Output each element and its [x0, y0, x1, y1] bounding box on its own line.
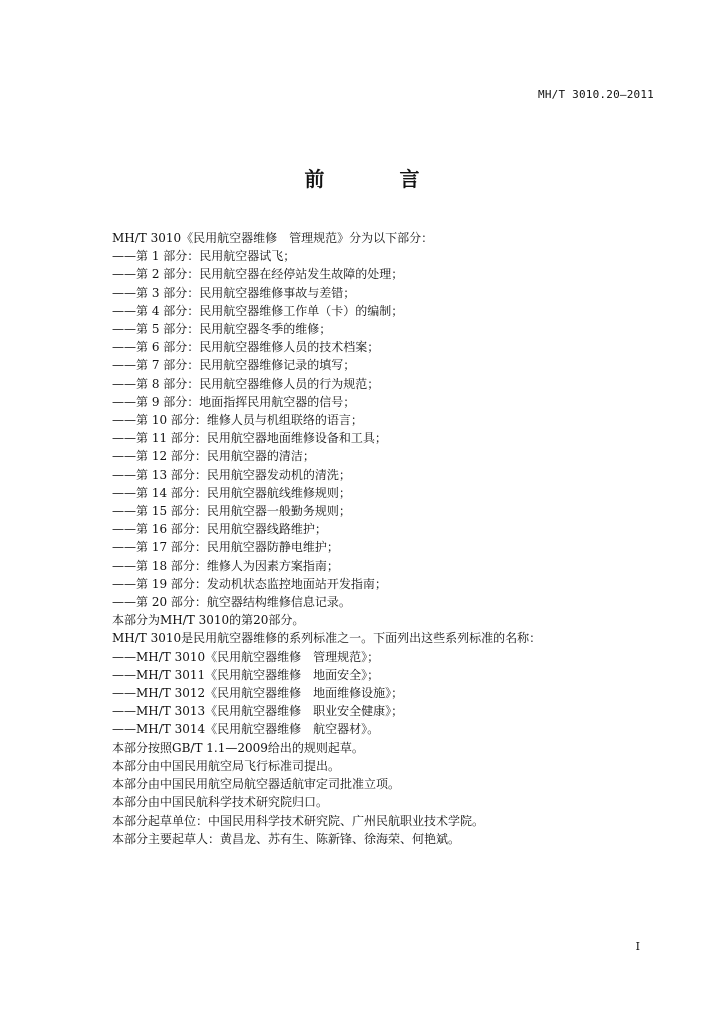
- text-line: ——MH/T 3013《民用航空器维修 职业安全健康》；: [112, 704, 404, 719]
- text-line: ——第 20 部分：航空器结构维修信息记录。: [112, 595, 351, 610]
- text-line: ——第 17 部分：民用航空器防静电维护；: [112, 540, 339, 555]
- text-line: 本部分由中国民用航空局航空器适航审定司批准立项。: [112, 777, 401, 792]
- document-code: MH/T 3010.20—2011: [538, 88, 654, 101]
- text-line: ——第 5 部分：民用航空器冬季的维修；: [112, 322, 332, 337]
- text-line: ——第 4 部分：民用航空器维修工作单（卡）的编制；: [112, 303, 404, 318]
- text-line: ——第 14 部分：民用航空器航线维修规则；: [112, 485, 351, 500]
- body-text: [112, 229, 672, 848]
- text-line: ——第 13 部分：民用航空器发动机的清洗；: [112, 467, 351, 482]
- text-line: ——MH/T 3011《民用航空器维修 地面安全》；: [112, 667, 380, 682]
- text-line: 本部分主要起草人：黄昌龙、苏有生、陈新锋、徐海荣、何艳斌。: [112, 831, 461, 846]
- text-line: ——第 2 部分：民用航空器在经停站发生故障的处理；: [112, 267, 404, 282]
- page-title: 前 言: [304, 167, 454, 191]
- text-line: 本部分由中国民航科学技术研究院归口。: [112, 795, 329, 810]
- text-line: 本部分起草单位：中国民用科学技术研究院、广州民航职业技术学院。: [112, 813, 485, 828]
- text-line: ——第 7 部分：民用航空器维修记录的填写；: [112, 358, 356, 373]
- text-line: ——第 9 部分：地面指挥民用航空器的信号；: [112, 394, 356, 409]
- text-line: 本部分按照GB/T 1.1—2009给出的规则起草。: [112, 740, 364, 755]
- text-line: ——第 19 部分：发动机状态监控地面站开发指南；: [112, 576, 387, 591]
- page-number: I: [635, 940, 640, 953]
- text-line: ——第 3 部分：民用航空器维修事故与差错；: [112, 285, 356, 300]
- text-line: MH/T 3010《民用航空器维修 管理规范》分为以下部分：: [112, 231, 434, 245]
- text-line: ——MH/T 3014《民用航空器维修 航空器材》。: [112, 722, 380, 737]
- text-line: ——第 8 部分：民用航空器维修人员的行为规范；: [112, 376, 380, 391]
- text-line: ——MH/T 3012《民用航空器维修 地面维修设施》；: [112, 686, 404, 701]
- text-line: ——第 6 部分：民用航空器维修人员的技术档案；: [112, 340, 380, 355]
- text-line: ——第 16 部分：民用航空器线路维护；: [112, 522, 327, 537]
- text-line: ——第 10 部分：维修人员与机组联络的语言；: [112, 413, 363, 428]
- text-line: ——MH/T 3010《民用航空器维修 管理规范》；: [112, 649, 380, 664]
- text-line: 本部分由中国民用航空局飞行标准司提出。: [112, 758, 341, 773]
- text-line: ——第 18 部分：维修人为因素方案指南；: [112, 558, 339, 573]
- text-line: ——第 12 部分：民用航空器的清洁；: [112, 449, 315, 464]
- text-line: ——第 11 部分：民用航空器地面维修设备和工具；: [112, 431, 387, 446]
- text-line: ——第 15 部分：民用航空器一般勤务规则；: [112, 504, 351, 519]
- text-line: 本部分为MH/T 3010的第20部分。: [112, 613, 305, 628]
- text-line: MH/T 3010是民用航空器维修的系列标准之一。下面列出这些系列标准的名称：: [112, 631, 542, 646]
- text-line: ——第 1 部分：民用航空器试飞；: [112, 249, 296, 264]
